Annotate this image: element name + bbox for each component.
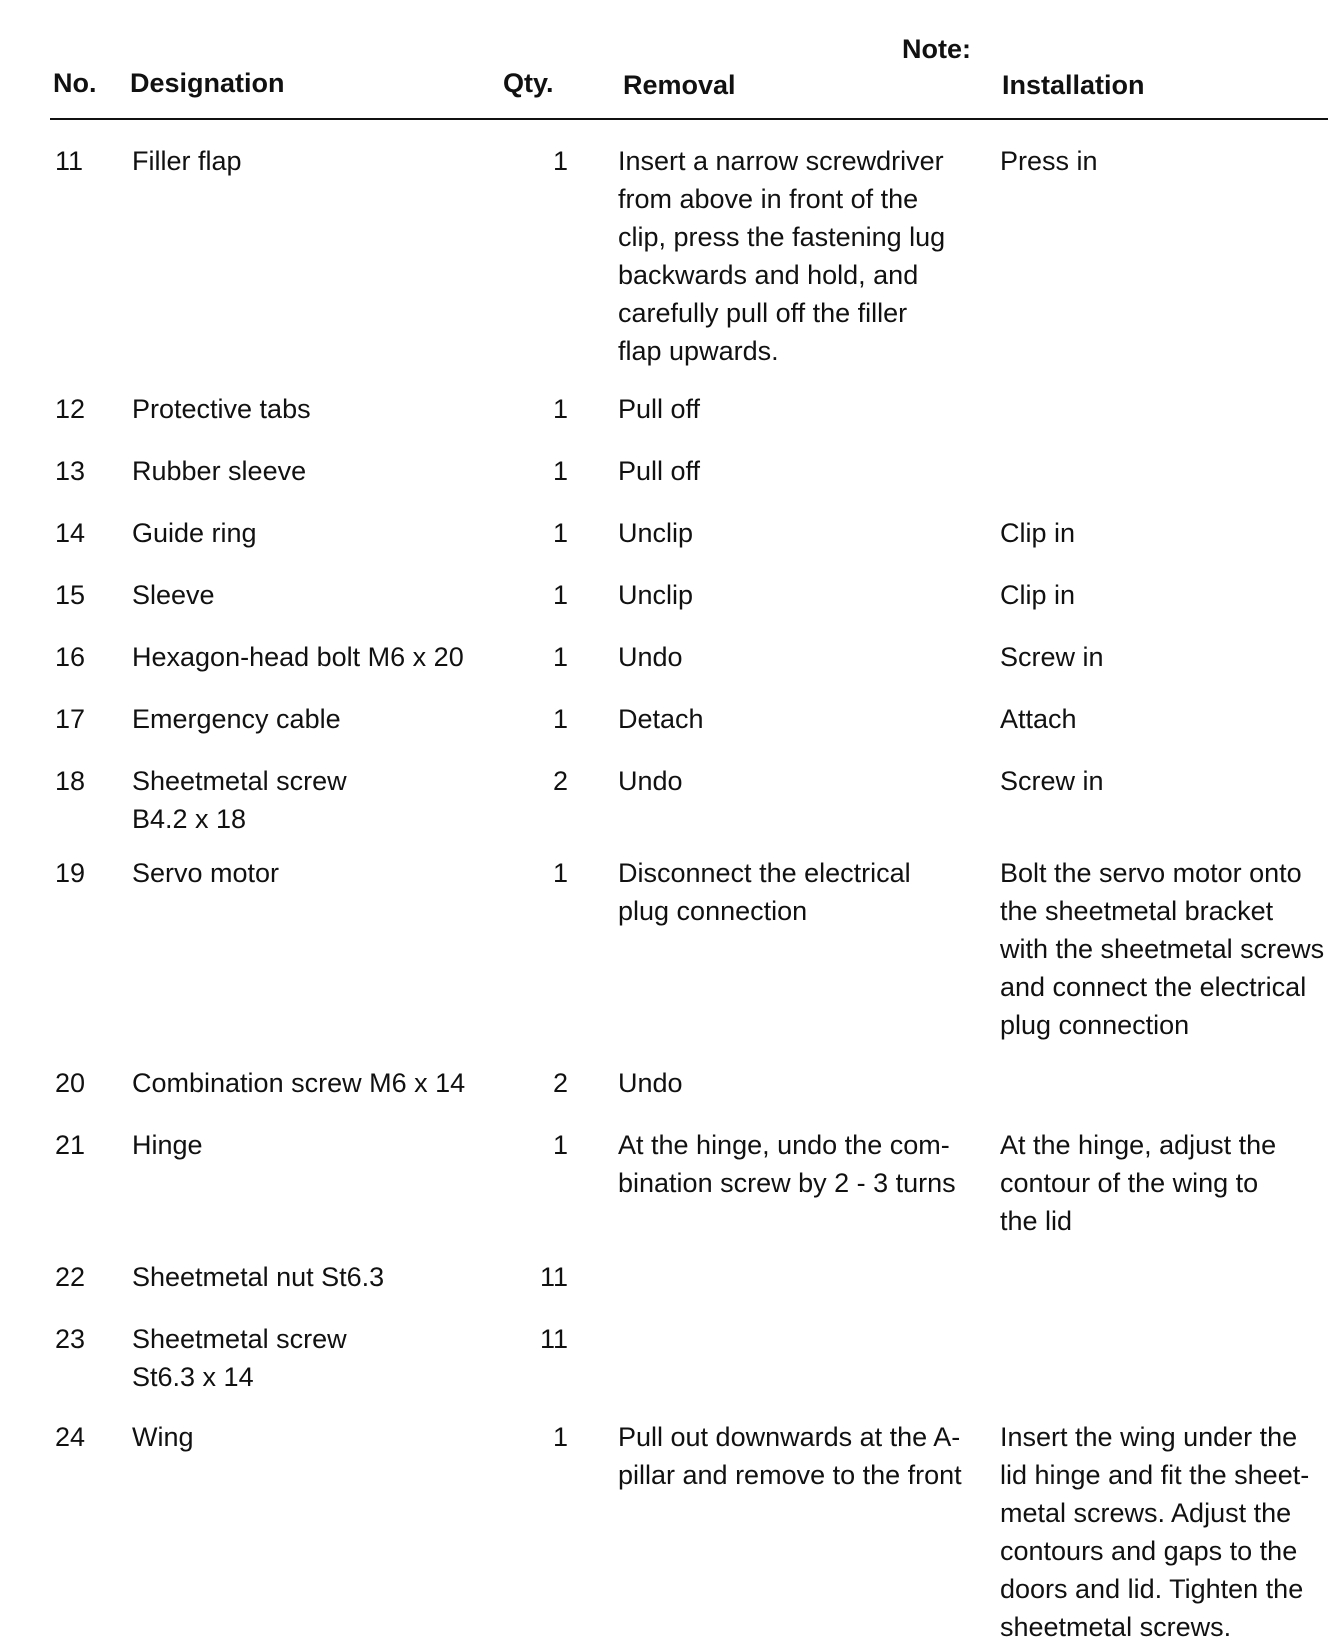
- header-note: Note:: [902, 34, 971, 64]
- row-no: 13: [55, 456, 86, 486]
- row-removal: At the hinge, undo the com-bination screw by 2 - 3 turns: [618, 1130, 956, 1198]
- row-designation: Hexagon-head bolt M6 x 20: [132, 642, 464, 672]
- row-qty: 2: [552, 1068, 568, 1098]
- row-removal: Pull off: [618, 456, 701, 486]
- row-no: 17: [55, 704, 86, 734]
- row-no: 16: [55, 642, 86, 672]
- row-no: 11: [55, 146, 84, 176]
- header-installation: Installation: [1002, 70, 1145, 100]
- row-installation: At the hinge, adjust the contour of the wing to the lid: [1000, 1130, 1277, 1236]
- row-no: 23: [55, 1324, 86, 1354]
- row-qty: 11: [539, 1262, 568, 1292]
- row-installation: Bolt the servo motor onto the sheetmetal bracket with the sheetmetal screws and connect the electrical plug connection: [1000, 858, 1325, 1040]
- row-removal: Undo: [618, 642, 683, 672]
- row-no: 12: [55, 394, 86, 424]
- row-designation: Rubber sleeve: [132, 456, 307, 486]
- row-no: 21: [55, 1130, 86, 1160]
- row-removal: Unclip: [618, 580, 694, 610]
- row-installation: Screw in: [1000, 766, 1104, 796]
- row-removal: Undo: [618, 766, 683, 796]
- row-removal: Undo: [618, 1068, 683, 1098]
- row-no: 18: [55, 766, 86, 796]
- row-qty: 1: [552, 1130, 568, 1160]
- row-removal: Pull out downwards at the A-pillar and remove to the front: [618, 1422, 962, 1490]
- row-qty: 1: [552, 1422, 568, 1452]
- row-designation: Hinge: [132, 1130, 203, 1160]
- header-no: No.: [53, 68, 97, 98]
- row-removal: Insert a narrow screwdriver from above in front of the clip, press the fastening lug backwards and hold, and carefully pull off the filler flap upwards.: [618, 146, 946, 366]
- row-qty: 1: [552, 704, 568, 734]
- row-installation: Clip in: [1000, 580, 1076, 610]
- row-qty: 1: [552, 456, 568, 486]
- row-designation: Filler flap: [132, 146, 242, 176]
- row-installation: Press in: [1000, 146, 1098, 176]
- row-designation: Sheetmetal nut St6.3: [132, 1262, 385, 1292]
- header-removal: Removal: [623, 70, 736, 100]
- row-designation: Combination screw M6 x 14: [132, 1068, 466, 1098]
- row-designation: Sleeve: [132, 580, 215, 610]
- row-designation: Protective tabs: [132, 394, 311, 424]
- row-designation: Sheetmetal screw St6.3 x 14: [132, 1324, 347, 1392]
- row-designation: Emergency cable: [132, 704, 341, 734]
- row-no: 19: [55, 858, 86, 888]
- row-qty: 2: [552, 766, 568, 796]
- row-removal: Detach: [618, 704, 704, 734]
- row-no: 20: [55, 1068, 86, 1098]
- row-qty: 1: [552, 518, 568, 548]
- header-designation: Designation: [130, 68, 285, 98]
- row-qty: 11: [539, 1324, 568, 1354]
- row-removal: Disconnect the electrical plug connection: [618, 858, 911, 926]
- row-removal: Unclip: [618, 518, 694, 548]
- row-no: 22: [55, 1262, 86, 1292]
- row-qty: 1: [552, 642, 568, 672]
- row-designation: Sheetmetal screw B4.2 x 18: [132, 766, 347, 834]
- row-qty: 1: [552, 394, 568, 424]
- row-qty: 1: [552, 146, 568, 176]
- row-qty: 1: [552, 580, 568, 610]
- row-designation: Guide ring: [132, 518, 257, 548]
- row-installation: Insert the wing under the lid hinge and fit the sheet-metal screws. Adjust the contours and gaps to the doors and lid. Tighten the sheetmetal screws.: [1000, 1422, 1310, 1642]
- row-installation: Attach: [1000, 704, 1077, 734]
- row-no: 24: [55, 1422, 86, 1452]
- row-no: 14: [55, 518, 86, 548]
- header-qty: Qty.: [503, 68, 554, 98]
- row-qty: 1: [552, 858, 568, 888]
- row-removal: Pull off: [618, 394, 701, 424]
- row-designation: Servo motor: [132, 858, 280, 888]
- row-installation: Screw in: [1000, 642, 1104, 672]
- row-designation: Wing: [132, 1422, 194, 1452]
- header-rule: [50, 118, 1328, 120]
- row-installation: Clip in: [1000, 518, 1076, 548]
- row-no: 15: [55, 580, 86, 610]
